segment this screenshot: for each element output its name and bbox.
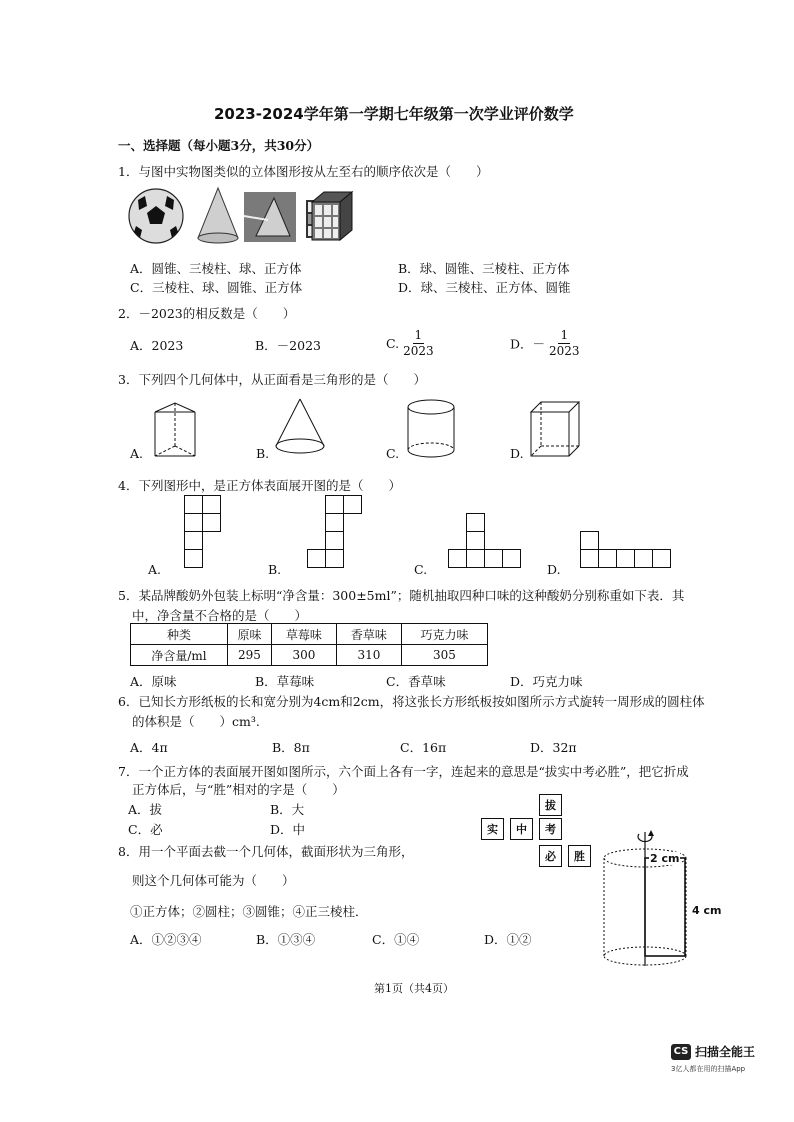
net-cell: 中 — [510, 818, 533, 840]
table-cell: 香草味 — [336, 624, 401, 645]
q6-option-b: B．8π — [272, 740, 310, 755]
q1-option-b: B．球、圆锥、三棱柱、正方体 — [398, 261, 570, 276]
q3-option-c: C. — [386, 446, 400, 461]
table-cell: 原味 — [228, 624, 272, 645]
q8-list: ①正方体；②圆柱；③圆锥；④正三棱柱． — [130, 904, 368, 919]
q5-stem-line2: 中，净含量不合格的是（ ） — [132, 608, 308, 623]
q8-stem-line2: 则这个几何体可能为（ ） — [132, 873, 295, 888]
q2-option-c: C. $\frac{1}{2023}$ — [386, 328, 434, 358]
cylinder-figure — [404, 398, 458, 462]
q3-option-a: A. — [130, 446, 144, 461]
page-footer: 第1页（共4页） — [374, 982, 454, 995]
q3-option-b: B. — [256, 446, 270, 461]
q7-stem-line2: 正方体后，与“胜”相对的字是（ ） — [132, 782, 345, 797]
table-cell: 295 — [228, 645, 272, 666]
q1-option-a: A．圆锥、三棱柱、球、正方体 — [130, 261, 302, 276]
q7-stem-line1: 7．一个正方体的表面展开图如图所示，六个面上各有一字，连起来的意思是“拔实中考必胜”，把它折成 — [118, 764, 689, 779]
q3-option-d: D. — [510, 446, 524, 461]
q1-stem: 1．与图中实物图类似的立体图形按从左至右的顺序依次是（ ） — [118, 164, 489, 179]
q1-option-c: C．三棱柱、球、圆锥、正方体 — [130, 280, 303, 295]
net-cell: 胜 — [568, 845, 591, 867]
prism-icon — [244, 192, 296, 242]
q1-option-d: D．球、三棱柱、正方体、圆锥 — [398, 280, 571, 295]
section-heading: 一、选择题（每小题3分，共30分） — [118, 138, 320, 153]
table-cell: 305 — [401, 645, 487, 666]
watermark-name: 扫描全能王 — [695, 1045, 756, 1059]
net-cell: 必 — [539, 845, 562, 867]
q5-data-table — [130, 623, 488, 666]
q5-option-a: A．原味 — [130, 674, 177, 689]
q5-option-b: B．草莓味 — [255, 674, 315, 689]
q4-stem: 4．下列图形中，是正方体表面展开图的是（ ） — [118, 478, 401, 493]
table-row — [131, 645, 488, 666]
q7-option-a: A．拔 — [128, 802, 163, 817]
net-cell: 实 — [481, 818, 504, 840]
q1-cube-photo — [308, 190, 354, 242]
net-cell: 拔 — [539, 794, 562, 816]
table-cell: 种类 — [131, 624, 228, 645]
q8-option-b: B．①③④ — [256, 932, 316, 947]
q3-stem: 3．下列四个几何体中，从正面看是三角形的是（ ） — [118, 372, 426, 387]
q6-stem-line1: 6．已知长方形纸板的长和宽分别为4cm和2cm，将这张长方形纸板按如图所示方式旋转一周形成的圆柱体 — [118, 694, 705, 709]
q5-option-c: C．香草味 — [386, 674, 446, 689]
q5-stem-line1: 5．某品牌酸奶外包装上标明“净含量：300±5ml”；随机抽取四种口味的这种酸奶分别称重如下表．其 — [118, 588, 685, 603]
q7-option-b: B．大 — [270, 802, 305, 817]
camscanner-logo-icon: CS — [671, 1044, 691, 1060]
q8-option-a: A．①②③④ — [130, 932, 202, 947]
table-cell: 草莓味 — [271, 624, 336, 645]
scanner-watermark — [671, 1043, 755, 1060]
rotation-cylinder-figure — [596, 826, 696, 974]
q4-option-a: A. — [148, 562, 162, 577]
q2-stem: 2．－2023的相反数是（ ） — [118, 306, 296, 321]
table-cell: 300 — [271, 645, 336, 666]
height-label: 4 cm — [692, 904, 722, 917]
cuboid-figure — [527, 398, 583, 462]
q6-stem-line2: 的体积是（ ）cm³. — [132, 714, 260, 729]
watermark-subtitle: 3亿人都在用的扫描App — [671, 1065, 746, 1073]
q8-option-c: C．①④ — [372, 932, 420, 947]
q2-option-b: B．－2023 — [255, 338, 321, 353]
q4-option-b: B. — [268, 562, 282, 577]
q7-option-c: C．必 — [128, 822, 163, 837]
table-cell: 310 — [336, 645, 401, 666]
triangular-prism-figure — [145, 400, 201, 460]
net-cell: 考 — [539, 818, 562, 840]
q6-option-c: C．16π — [400, 740, 447, 755]
q7-option-d: D．中 — [270, 822, 306, 837]
page-title: 2023-2024学年第一学期七年级第一次学业评价数学 — [214, 105, 574, 123]
table-cell: 巧克力味 — [401, 624, 487, 645]
soccer-ball-icon — [129, 189, 183, 243]
table-cell: 净含量/ml — [131, 645, 228, 666]
q2-option-a: A．2023 — [130, 338, 184, 353]
table-header-row — [131, 624, 488, 645]
q6-option-d: D．32π — [530, 740, 577, 755]
cone-figure — [270, 396, 330, 460]
q4-option-d: D. — [547, 562, 561, 577]
q6-option-a: A．4π — [130, 740, 168, 755]
q1-photos — [128, 186, 328, 246]
cone-icon — [198, 188, 238, 243]
rectangle-board — [645, 858, 685, 956]
q5-option-d: D．巧克力味 — [510, 674, 583, 689]
q4-option-c: C. — [414, 562, 428, 577]
q8-option-d: D．①② — [484, 932, 532, 947]
q2-option-d: D．－ $\frac{1}{2023}$ — [510, 328, 580, 358]
q8-stem-line1: 8．用一个平面去截一个几何体，截面形状为三角形， — [118, 844, 414, 859]
width-label: 2 cm — [650, 852, 680, 865]
